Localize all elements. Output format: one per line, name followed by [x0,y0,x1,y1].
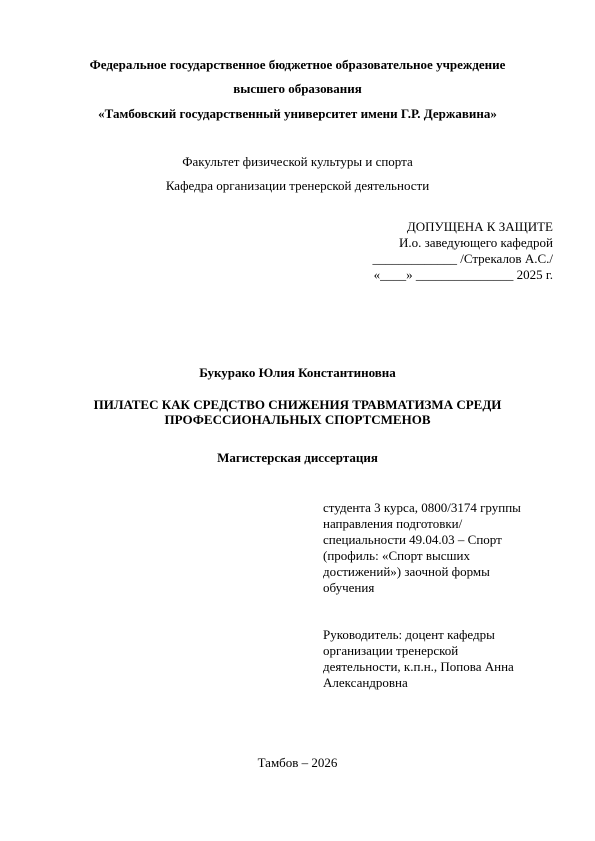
thesis-type: Магистерская диссертация [217,450,378,465]
supervisor-info-line: Руководитель: доцент кафедры [323,627,495,642]
approval-date-line: «____» _______________ 2025 г. [373,267,553,282]
student-info-line: обучения [323,580,375,595]
faculty-name: Факультет физической культуры и спорта [182,154,413,169]
student-info-block [323,500,555,596]
approval-signature-line: _____________ /Стрекалов А.С./ [372,251,553,266]
student-info-line: специальности 49.04.03 – Спорт [323,532,502,547]
approval-title: ДОПУЩЕНА К ЗАЩИТЕ [406,219,553,234]
supervisor-info-line: деятельности, к.п.н., Попова Анна [323,659,514,674]
thesis-title-line-2: ПРОФЕССИОНАЛЬНЫХ СПОРТСМЕНОВ [164,412,431,427]
supervisor-info-line: Александровна [323,675,408,690]
department-name: Кафедра организации тренерской деятельности [165,178,430,193]
city-year: Тамбов – 2026 [257,755,338,770]
student-info-line: направления подготовки/ [323,516,463,531]
institution-line-2: высшего образования [233,81,362,96]
approval-position: И.о. заведующего кафедрой [398,235,553,250]
student-info-line: студента 3 курса, 0800/3174 группы [323,500,521,515]
university-name: «Тамбовский государственный университет имени Г.Р. Державина» [98,106,497,121]
institution-line-1: Федеральное государственное бюджетное образовательное учреждение [89,57,506,72]
student-info-line: достижений») заочной формы [323,564,490,579]
student-info-line: (профиль: «Спорт высших [323,548,470,563]
supervisor-info-block [323,627,555,691]
supervisor-info-line: организации тренерской [323,643,459,658]
author-name: Букурако Юлия Константиновна [199,365,396,380]
thesis-title-line-1: ПИЛАТЕС КАК СРЕДСТВО СНИЖЕНИЯ ТРАВМАТИЗМА СРЕДИ [93,397,502,412]
